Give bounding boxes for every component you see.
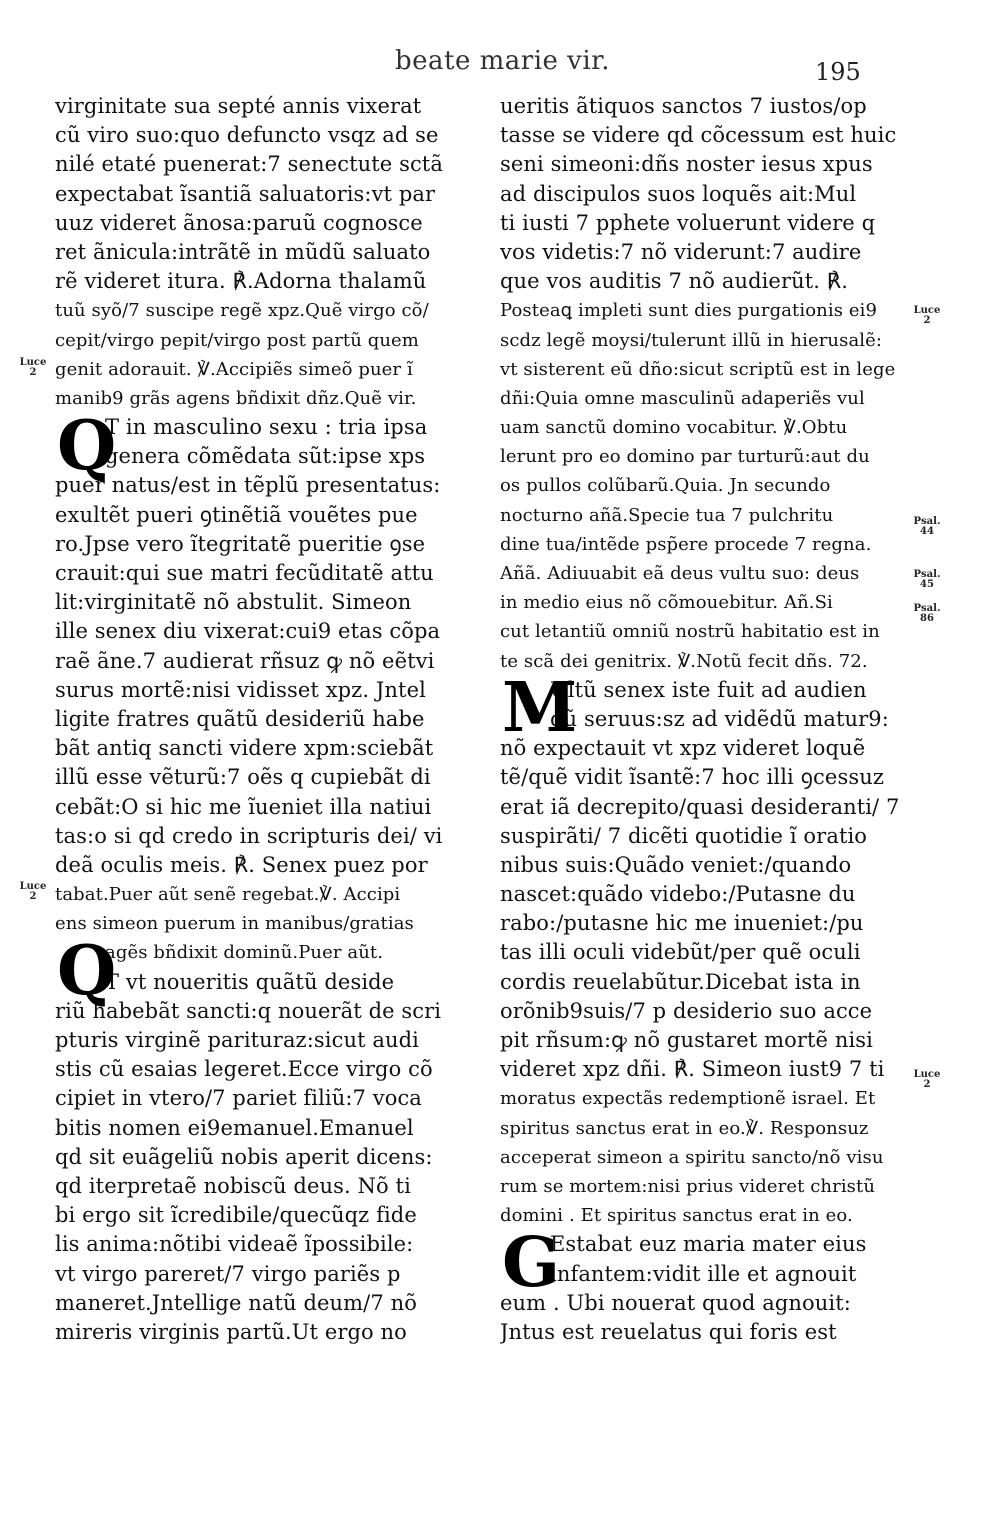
- text-line: pit rñsum:ꝙ nõ gustaret mortẽ nisi: [500, 1028, 873, 1052]
- text-line: Estabat euz maria mater eius: [550, 1232, 867, 1257]
- text-line: bãt antiq sancti videre xpm:sciebãt: [55, 736, 434, 761]
- text-line: scdz legẽ moysi/tulerunt illũ in hierusalẽ:: [500, 329, 883, 351]
- text-line: raẽ ãne.7 audierat rñsuz ꝙ nõ eẽtvi: [55, 648, 435, 673]
- text-line: lis anima:nõtibi videaẽ ĩpossibile:: [55, 1232, 414, 1257]
- text-line: nilé etaté puenerat:7 senectute sctã: [55, 152, 443, 177]
- text-line: eum . Ubi nouerat quod agnouit:: [500, 1290, 851, 1315]
- text-line: mireris virginis partũ.Ut ergo no: [55, 1319, 407, 1344]
- text-line: qd iterpretaẽ nobiscũ deus. Nõ ti: [55, 1173, 411, 1198]
- right-column: [500, 92, 910, 1347]
- text-line: uuz videret ãnosa:paruũ cognosce: [55, 210, 423, 235]
- text-line: cũ viro suo:quo defuncto vsqz ad se: [55, 123, 439, 148]
- text-line: ens simeon puerum in manibus/gratias: [55, 913, 414, 935]
- text-line: seni simeoni:dñs noster iesus xpus: [500, 152, 873, 177]
- text-line: ligite fratres quãtũ desideriũ habe: [55, 706, 425, 731]
- text-line: Ultũ senex iste fuit ad audien: [550, 677, 867, 702]
- text-line: spiritus sanctus erat in eo.℣. Responsuz: [500, 1117, 869, 1139]
- text-line: rum se mortem:nisi prius videret christũ: [500, 1175, 876, 1197]
- text-line: deã oculis meis. ℟. Senex puez por: [55, 852, 428, 877]
- text-line: os pullos colũbarũ.Quia. Jn secundo: [500, 475, 831, 497]
- text-line: nõ expectauit vt xpz videret loquẽ: [500, 736, 866, 761]
- text-line: te scã dei genitrix. ℣.Notũ fecit dñs. 72.: [500, 650, 868, 672]
- text-line: stis cũ esaias legeret.Ecce virgo cõ: [55, 1057, 433, 1082]
- margin-note-luce: Luce 2: [19, 881, 47, 902]
- text-line: vt virgo pareret/7 virgo pariẽs p: [55, 1261, 401, 1286]
- text-line: qd sit euãgeliũ nobis aperit dicens:: [55, 1144, 433, 1169]
- text-line: que vos auditis 7 nõ audierũt. ℟.: [500, 269, 849, 294]
- text-line: pturis virginẽ parituraz:sicut audi: [55, 1028, 419, 1052]
- text-line: Añã. Adiuuabit eã deus vultu suo: deus: [500, 563, 860, 584]
- text-line: in medio eius nõ cõmouebitur. Añ.Si: [500, 592, 833, 614]
- text-line: illũ esse vẽturũ:7 oẽs q cupiebãt di: [55, 765, 431, 790]
- text-line: dũ seruus:sz ad vidẽdũ matur9:: [550, 706, 889, 731]
- text-line: tasse se videre qd cõcessum est huic: [500, 123, 897, 148]
- margin-note-psal: Psal. 86: [913, 603, 941, 624]
- text-line: ille senex diu vixerat:cui9 etas cõpa: [55, 619, 441, 644]
- text-line: cepit/virgo pepit/virgo post partũ quem: [55, 329, 419, 351]
- text-line: videret xpz dñi. ℟. Simeon iust9 7 ti: [500, 1057, 885, 1082]
- decorated-initial: G: [502, 1223, 561, 1303]
- text-line: tabat.Puer aũt senẽ regebat.℣. Accipi: [55, 884, 401, 906]
- margin-note-luce: Luce 2: [913, 305, 941, 326]
- text-line: crauit:qui sue matri fecũditatẽ attu: [55, 561, 434, 585]
- page-number: 195: [815, 58, 861, 86]
- text-line: domini . Et spiritus sanctus erat in eo.: [500, 1205, 853, 1227]
- decorated-initial: M: [502, 668, 578, 748]
- text-line: puer natus/est in tẽplũ presentatus:: [55, 473, 441, 498]
- margin-note-luce: Luce 2: [913, 1069, 941, 1090]
- text-line: ro.Jpse vero ĩtegritatẽ pueritie ꝯse: [55, 531, 426, 556]
- text-line: tuũ syõ/7 suscipe regẽ xpz.Quẽ virgo cõ/: [55, 300, 429, 322]
- running-title: beate marie vir.: [395, 46, 611, 76]
- text-line: dñi:Quia omne masculinũ adaperiẽs vul: [500, 387, 865, 409]
- text-line: exultẽt pueri ꝯtinẽtiã vouẽtes pue: [55, 502, 418, 527]
- text-line: lerunt pro eo domino par turturũ:aut du: [500, 446, 870, 468]
- text-line: cordis reuelabũtur.Dicebat ista in: [500, 969, 861, 994]
- text-line: expectabat ĩsantiã saluatoris:vt par: [55, 181, 436, 206]
- text-line: tas:o si qd credo in scripturis dei/ vi: [55, 823, 443, 848]
- text-line: erat iã decrepito/quasi desideranti/ 7: [500, 794, 900, 819]
- text-line: nocturno añã.Specie tua 7 pulchritu: [500, 504, 834, 526]
- text-line: cebãt:O si hic me ĩueniet illa natiui: [55, 794, 432, 819]
- text-line: riũ habebãt sancti:q nouerãt de scri: [55, 998, 442, 1023]
- text-line: manib9 grãs agens bñdixit dñz.Quẽ vir.: [55, 387, 417, 409]
- text-line: tẽ/quẽ vidit ĩsantẽ:7 hoc illi ꝯcessuz: [500, 765, 884, 790]
- text-line: lit:virginitatẽ nõ abstulit. Simeon: [55, 590, 412, 615]
- text-line: ueritis ãtiquos sanctos 7 iustos/op: [500, 94, 867, 118]
- text-line: infantem:vidit ille et agnouit: [550, 1261, 857, 1286]
- text-line: dine tua/intẽde psp̃ere procede 7 regna.: [500, 533, 872, 555]
- text-line: vos videtis:7 nõ viderunt:7 audire: [500, 239, 862, 264]
- text-line: rẽ videret itura. ℟.Adorna thalamũ: [55, 269, 427, 294]
- text-line: suspirãti/ 7 dicẽti quotidie ĩ oratio: [500, 823, 868, 848]
- text-line: ti iusti 7 pphete voluerunt videre q: [500, 210, 876, 235]
- text-line: Jntus est reuelatus qui foris est: [500, 1319, 837, 1344]
- text-line: genit adorauit. ℣.Accipiẽs simeõ puer ĩ: [55, 358, 413, 380]
- text-line: Posteaꝗ impleti sunt dies purgationis ei9: [500, 300, 878, 322]
- text-line: tas illi oculi videbũt/per quẽ oculi: [500, 940, 861, 965]
- text-line: vt sisterent eũ dño:sicut scriptũ est in lege: [500, 358, 896, 380]
- decorated-initial: Q: [57, 931, 117, 1011]
- margin-note-luce: Luce 2: [19, 357, 47, 378]
- text-line: virginitate sua septé annis vixerat: [55, 94, 422, 118]
- text-line: nibus suis:Quãdo veniet:/quando: [500, 852, 852, 877]
- text-line: surus mortẽ:nisi vidisset xpz. Jntel: [55, 677, 426, 702]
- text-line: moratus expectãs redemptionẽ israel. Et: [500, 1088, 876, 1110]
- text-line: uam sanctũ domino vocabitur. ℣.Obtu: [500, 417, 848, 439]
- decorated-initial: Q: [57, 406, 117, 486]
- text-line: rabo:/putasne hic me inueniet:/pu: [500, 911, 864, 936]
- text-line: cipiet in vtero/7 pariet filiũ:7 voca: [55, 1086, 422, 1111]
- text-line: acceperat simeon a spiritu sancto/nõ visu: [500, 1146, 884, 1168]
- text-line: orõnib9suis/7 p desiderio suo acce: [500, 998, 873, 1023]
- left-column: [55, 92, 460, 1347]
- text-line: maneret.Jntellige natũ deum/7 nõ: [55, 1290, 417, 1315]
- text-line: agẽs bñdixit dominũ.Puer aũt.: [105, 942, 384, 964]
- text-line: bitis nomen ei9emanuel.Emanuel: [55, 1115, 414, 1140]
- text-line: cut letantiũ omniũ nostrũ habitatio est in: [500, 621, 880, 643]
- text-line: T in masculino sexu : tria ipsa: [105, 415, 428, 440]
- text-line: genera cõmẽdata sũt:ipse xps: [105, 444, 426, 469]
- text-line: bi ergo sit ĩcredibile/quecũqz fide: [55, 1203, 417, 1228]
- text-line: ad discipulos suos loquẽs ait:Mul: [500, 181, 857, 206]
- text-line: nascet:quãdo videbo:/Putasne du: [500, 882, 856, 907]
- text-line: T vt noueritis quãtũ deside: [105, 969, 395, 994]
- margin-note-psal: Psal. 45: [913, 569, 941, 590]
- margin-note-psal: Psal. 44: [913, 516, 941, 537]
- text-line: ret ãnicula:intrãtẽ in mũdũ saluato: [55, 239, 431, 264]
